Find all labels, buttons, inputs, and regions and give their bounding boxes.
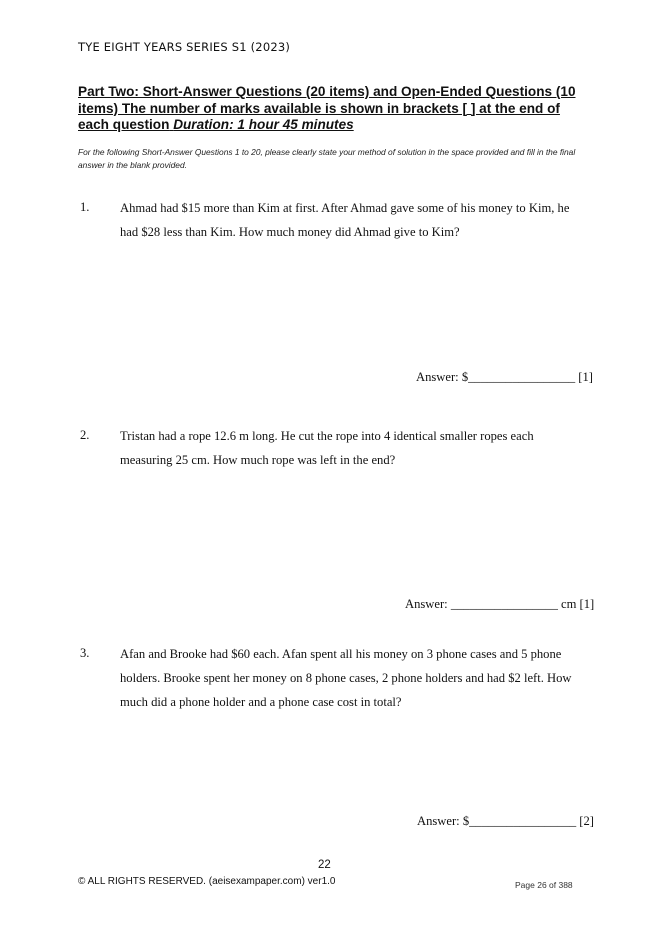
page-count: Page 26 of 388 [515, 880, 573, 890]
series-header: TYE EIGHT YEARS SERIES S1 (2023) [78, 40, 291, 54]
page-number: 22 [318, 859, 331, 871]
question-3-number: 3. [80, 646, 90, 660]
copyright-notice: © ALL RIGHTS RESERVED. (aeisexampaper.com) ver1.0 [78, 876, 336, 887]
question-3-text: Afan and Brooke had $60 each. Afan spent all his money on 3 phone cases and 5 phone holders. Brooke spent her money on 8 phone cases, 2 phone holders and had $2 left. How much did a phone holder and a phone case cost in total? [120, 647, 572, 709]
section-title [78, 84, 578, 134]
question-1-number: 1. [80, 200, 90, 214]
question-3-answer-line: Answer: $_________________ [2] [417, 814, 594, 828]
question-2-number: 2. [80, 428, 90, 442]
question-2-answer-line: Answer: _________________ cm [1] [405, 597, 595, 611]
instructions-text: For the following Short-Answer Questions 1 to 20, please clearly state your method of solution in the space provided and fill in the final answer in the blank provided. [78, 147, 576, 170]
question-2-text: Tristan had a rope 12.6 m long. He cut the rope into 4 identical smaller ropes each measuring 25 cm. How much rope was left in the end? [120, 429, 534, 467]
question-1-answer-line: Answer: $_________________ [1] [416, 370, 593, 384]
duration-text: Duration: 1 hour 45 minutes [173, 117, 354, 132]
section-title-text: Part Two: Short-Answer Questions (20 items) and Open-Ended Questions (10 items) The number of marks available is shown in brackets [ ] at the end of each question [78, 84, 576, 132]
question-1-text: Ahmad had $15 more than Kim at first. After Ahmad gave some of his money to Kim, he had $28 less than Kim. How much money did Ahmad give to Kim? [120, 201, 570, 239]
